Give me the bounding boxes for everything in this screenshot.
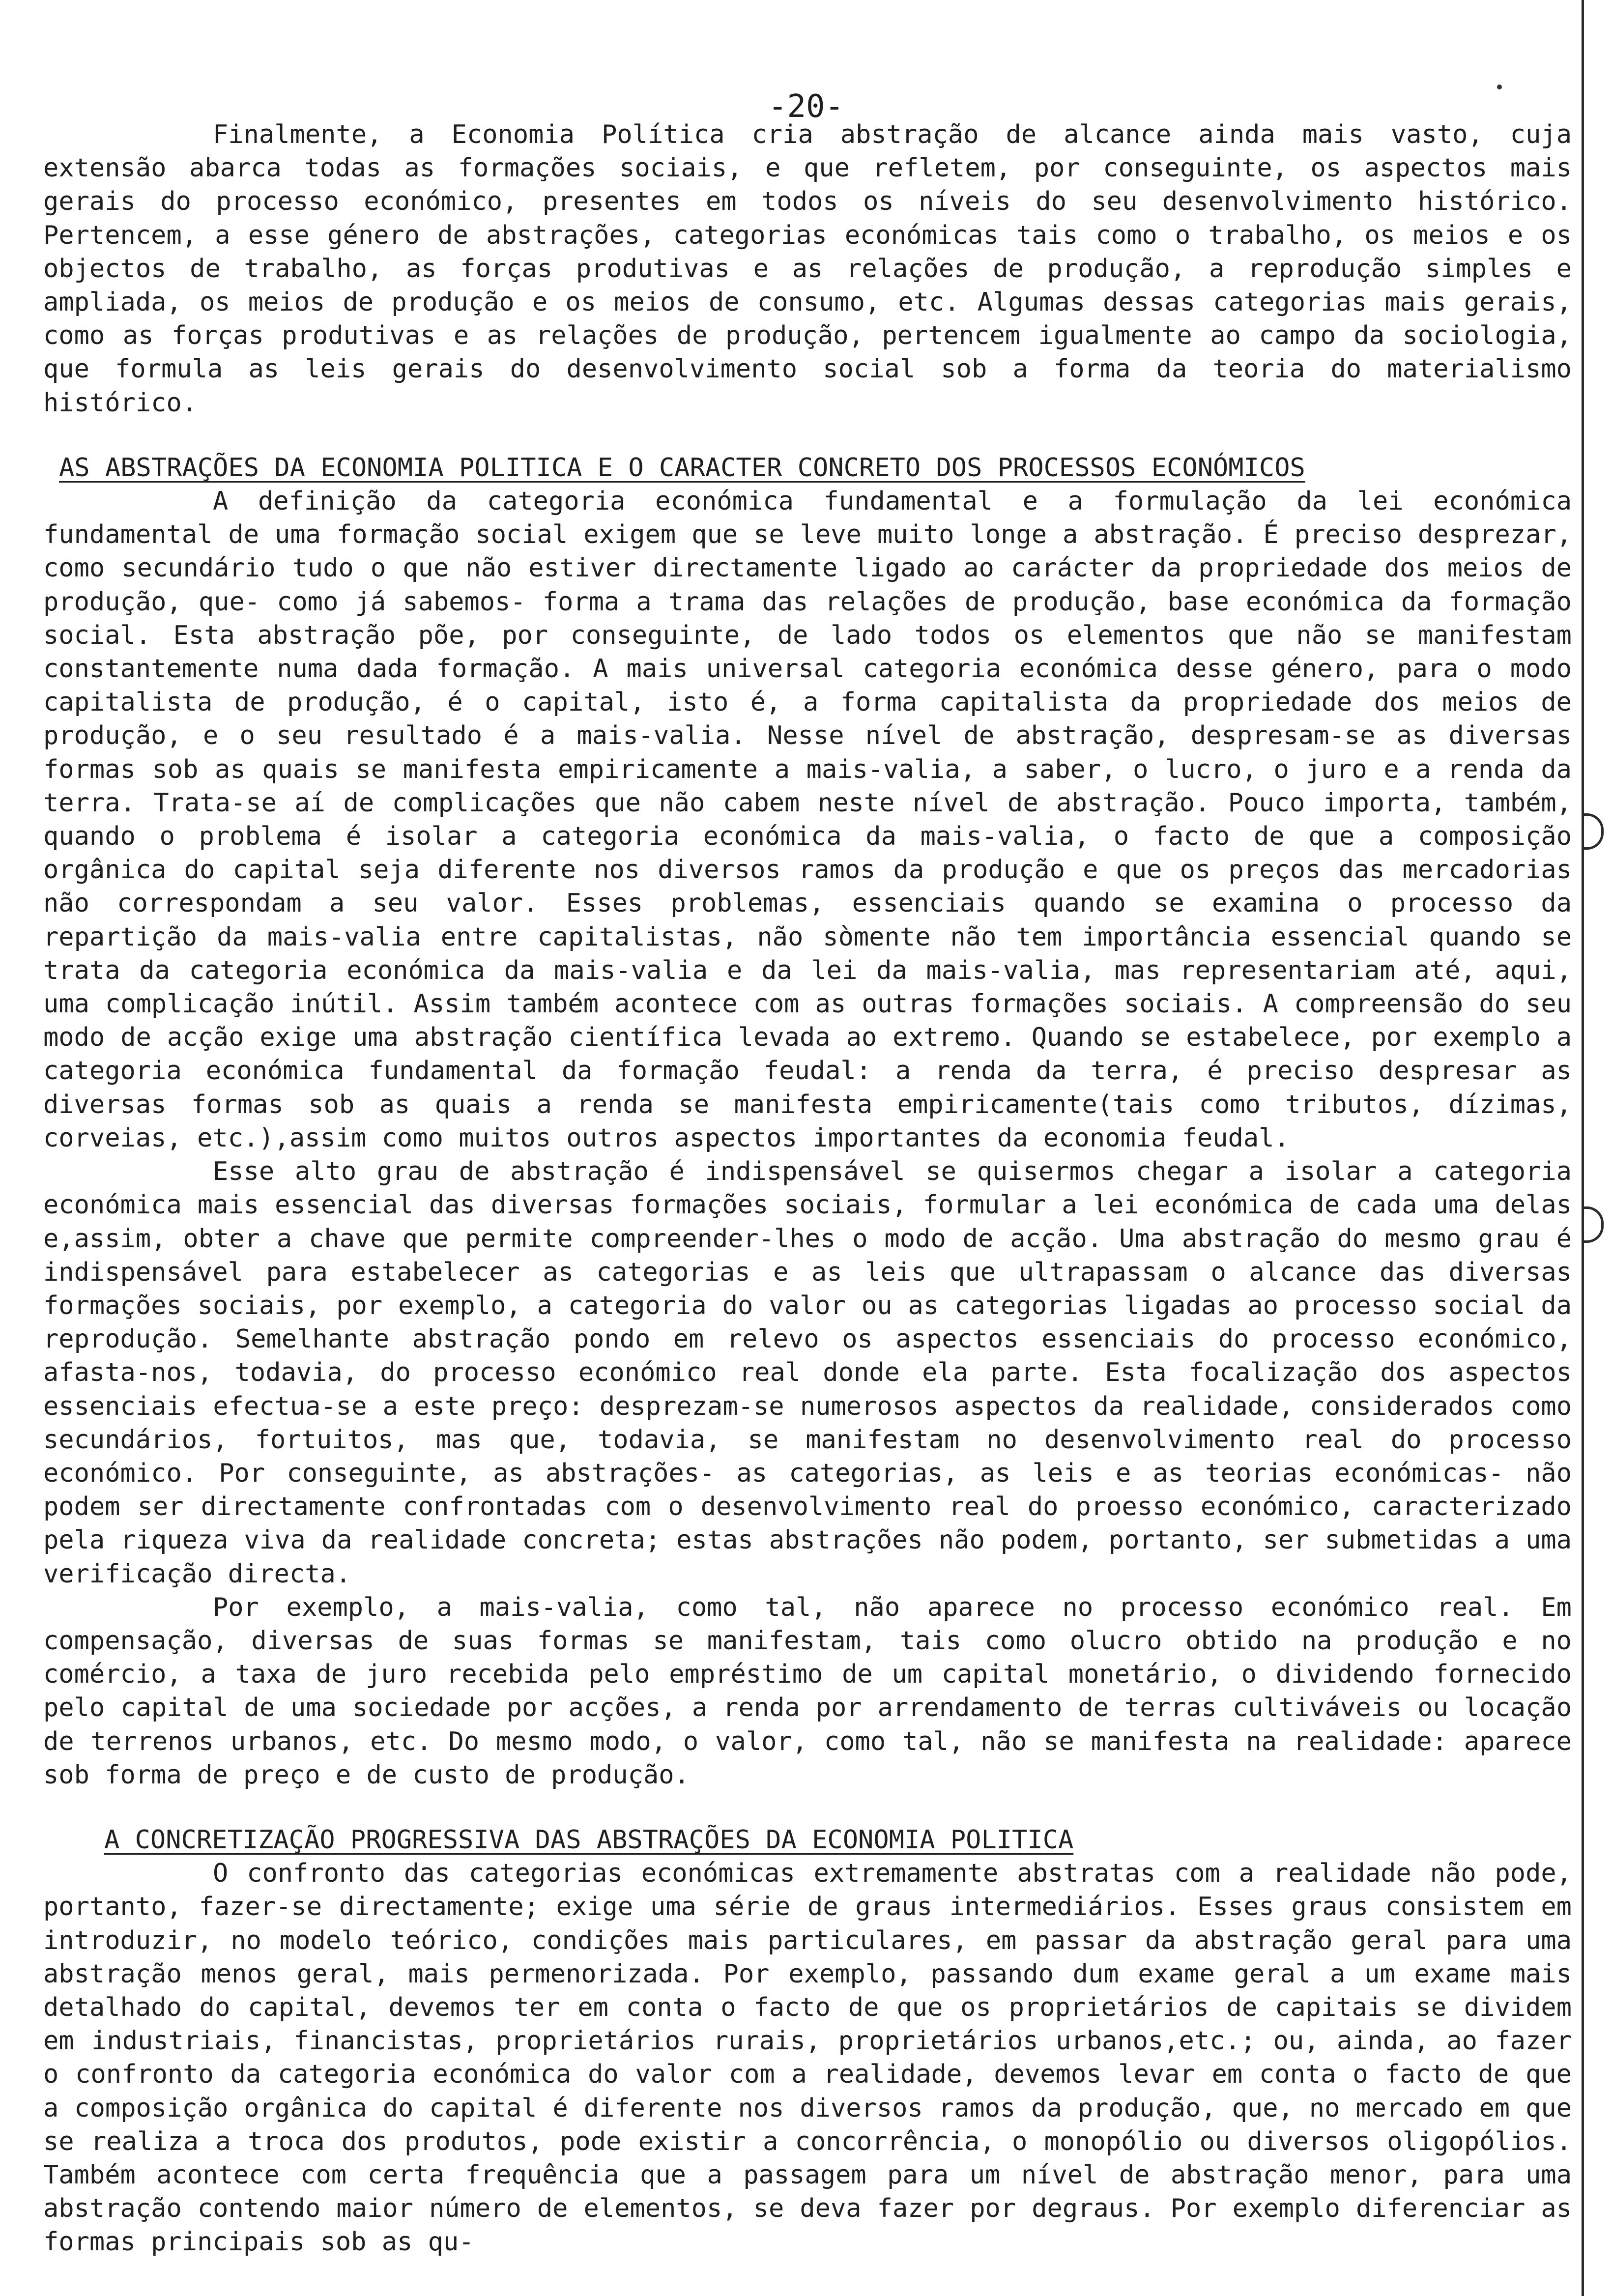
spacer (43, 1792, 1572, 1823)
section-heading-1: AS ABSTRAÇÕES DA ECONOMIA POLITICA E O CARACTER CONCRETO DOS PROCESSOS ECONÓMICOS (59, 453, 1305, 483)
binding-mark-upper (1582, 813, 1604, 850)
paragraph-5: O confronto das categorias económicas extremamente abstratas com a realidade não pode, portanto, fazer-se directamente; exige uma série de graus intermediários. Esses graus consistem em introduzir, no modelo teórico, condições mais particulares, em passar da abstração geral para uma abstração menos geral, mais permenorizada. Por exemplo, passando dum exame geral a um exame mais detalhado do capital, devemos ter em conta o facto de que os proprietários de capitais se dividem em industriais, financistas, proprietários rurais, proprietários urbanos,etc.; ou, ainda, ao fazer o confronto da categoria económica do valor com a realidade, devemos levar em conta o facto de que a composição orgânica do capital é diferente nos diversos ramos da produção, que, no mercado em que se realiza a troca dos produtos, pode existir a concorrência, o monopólio ou diversos oligopólios. Também acontece com certa frequência que a passagem para um nível de abstração menor, para uma abstração contendo maior número de elementos, se deva fazer por degraus. Por exemplo diferenciar as formas principais sob as qu- (43, 1859, 1572, 2257)
paragraph-3: Esse alto grau de abstração é indispensável se quisermos chegar a isolar a categoria económica mais essencial das diversas formações sociais, formular a lei económica de cada uma delas e,assim, obter a chave que permite compreender-lhes o modo de acção. Uma abstração do mesmo grau é indispensável para estabelecer as categorias e as leis que ultrapassam o alcance das diversas formações sociais, por exemplo, a categoria do valor ou as categorias ligadas ao processo social da reprodução. Semelhante abstração pondo em relevo os aspectos essenciais do processo económico, afasta-nos, todavia, do processo económico real donde ela parte. Esta focalização dos aspectos essenciais efectua-se a este preço: desprezam-se numerosos aspectos da realidade, considerados como secundários, fortuitos, mas que, todavia, se manifestam no desenvolvimento real do processo económico. Por conseguinte, as abstrações- as categorias, as leis e as teorias económicas- não podem ser directamente confrontadas com o desenvolvimento real do proesso económico, caracterizado pela riqueza viva da realidade concreta; estas abstrações não podem, portanto, ser submetidas a uma verificação directa. (43, 1157, 1572, 1589)
section-heading-2: A CONCRETIZAÇÃO PROGRESSIVA DAS ABSTRAÇÕES DA ECONOMIA POLITICA (104, 1825, 1074, 1855)
page-body (43, 118, 1572, 2259)
speck (1497, 85, 1502, 89)
spacer (43, 420, 1572, 451)
page-number: -20- (768, 88, 844, 125)
paragraph-4: Por exemplo, a mais-valia, como tal, não aparece no processo económico real. Em compensação, diversas de suas formas se manifestam, tais como olucro obtido na produção e no comércio, a taxa de juro recebida pelo empréstimo de um capital monetário, o dividendo fornecido pelo capital de uma sociedade por acções, a renda por arrendamento de terras cultiváveis ou locação de terrenos urbanos, etc. Do mesmo modo, o valor, como tal, não se manifesta na realidade: aparece sob forma de preço e de custo de produção. (43, 1592, 1572, 1790)
paragraph-2: A definição da categoria económica fundamental e a formulação da lei económica fundamental de uma formação social exigem que se leve muito longe a abstração. É preciso desprezar, como secundário tudo o que não estiver directamente ligado ao carácter da propriedade dos meios de produção, que- como já sabemos- forma a trama das relações de produção, base económica da formação social. Esta abstração põe, por conseguinte, de lado todos os elementos que não se manifestam constantemente numa dada formação. A mais universal categoria económica desse género, para o modo capitalista de produção, é o capital, isto é, a forma capitalista da propriedade dos meios de produção, e o seu resultado é a mais-valia. Nesse nível de abstração, despresam-se as diversas formas sob as quais se manifesta empiricamente a mais-valia, a saber, o lucro, o juro e a renda da terra. Trata-se aí de complicações que não cabem neste nível de abstração. Pouco importa, também, quando o problema é isolar a categoria económica da mais-valia, o facto de que a composição orgânica do capital seja diferente nos diversos ramos da produção e que os preços das mercadorias não correspondam a seu valor. Esses problemas, essenciais quando se examina o processo da repartição da mais-valia entre capitalistas, não sòmente não tem importância essencial quando se trata da categoria económica da mais-valia e da lei da mais-valia, mas representariam até, aqui, uma complicação inútil. Assim também acontece com as outras formações sociais. A compreensão do seu modo de acção exige uma abstração científica levada ao extremo. Quando se estabelece, por exemplo a categoria económica fundamental da formação feudal: a renda da terra, é preciso despresar as diversas formas sob as quais a renda se manifesta empiricamente(tais como tributos, dízimas, corveias, etc.),assim como muitos outros aspectos importantes da economia feudal. (43, 487, 1572, 1153)
binding-mark-lower (1582, 1206, 1604, 1243)
page-edge-rule (1582, 0, 1584, 2296)
paragraph-1: Finalmente, a Economia Política cria abstração de alcance ainda mais vasto, cuja extensão abarca todas as formações sociais, e que refletem, por conseguinte, os aspectos mais gerais do processo económico, presentes em todos os níveis do seu desenvolvimento histórico. Pertencem, a esse género de abstrações, categorias económicas tais como o trabalho, os meios e os objectos de trabalho, as forças produtivas e as relações de produção, a reprodução simples e ampliada, os meios de produção e os meios de consumo, etc. Algumas dessas categorias mais gerais, como as forças produtivas e as relações de produção, pertencem igualmente ao campo da sociologia, que formula as leis gerais do desenvolvimento social sob a forma da teoria do materialismo histórico. (43, 120, 1572, 418)
